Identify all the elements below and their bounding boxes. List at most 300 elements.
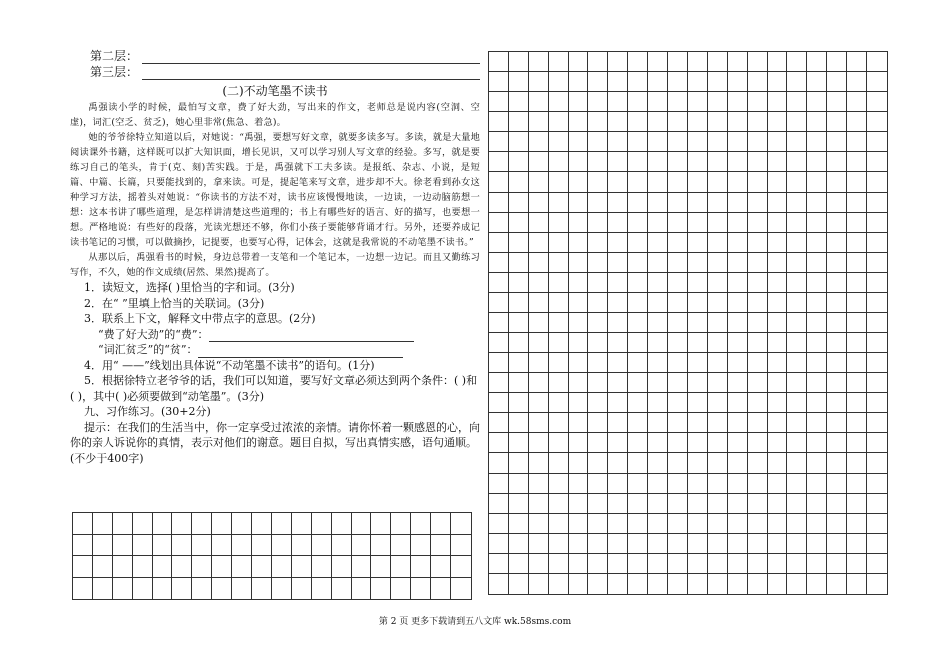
grid-cell[interactable] [212, 578, 232, 600]
grid-cell[interactable] [628, 193, 648, 213]
grid-cell[interactable] [292, 578, 312, 600]
answer-line[interactable] [209, 329, 414, 342]
grid-cell[interactable] [787, 373, 807, 393]
grid-cell[interactable] [807, 273, 827, 293]
grid-cell[interactable] [192, 556, 212, 578]
grid-cell[interactable] [708, 353, 728, 373]
grid-cell[interactable] [748, 313, 768, 333]
grid-cell[interactable] [847, 193, 867, 213]
grid-cell[interactable] [232, 578, 252, 600]
grid-cell[interactable] [768, 172, 788, 192]
grid-cell[interactable] [628, 253, 648, 273]
grid-cell[interactable] [827, 474, 847, 494]
grid-cell[interactable] [509, 293, 529, 313]
grid-cell[interactable] [728, 353, 748, 373]
grid-cell[interactable] [648, 72, 668, 92]
grid-cell[interactable] [509, 574, 529, 594]
grid-cell[interactable] [569, 393, 589, 413]
grid-cell[interactable] [509, 92, 529, 112]
grid-cell[interactable] [728, 514, 748, 534]
grid-cell[interactable] [569, 112, 589, 132]
grid-cell[interactable] [688, 233, 708, 253]
grid-cell[interactable] [569, 253, 589, 273]
grid-cell[interactable] [748, 233, 768, 253]
grid-cell[interactable] [352, 513, 372, 535]
grid-cell[interactable] [549, 514, 569, 534]
grid-cell[interactable] [608, 373, 628, 393]
grid-cell[interactable] [668, 172, 688, 192]
grid-cell[interactable] [588, 474, 608, 494]
grid-cell[interactable] [668, 313, 688, 333]
grid-cell[interactable] [489, 453, 509, 473]
grid-cell[interactable] [489, 333, 509, 353]
grid-cell[interactable] [807, 213, 827, 233]
grid-cell[interactable] [588, 72, 608, 92]
grid-cell[interactable] [628, 413, 648, 433]
grid-cell[interactable] [549, 393, 569, 413]
grid-cell[interactable] [588, 534, 608, 554]
grid-cell[interactable] [628, 474, 648, 494]
grid-cell[interactable] [668, 92, 688, 112]
grid-cell[interactable] [708, 92, 728, 112]
grid-cell[interactable] [748, 433, 768, 453]
grid-cell[interactable] [867, 193, 887, 213]
grid-cell[interactable] [768, 52, 788, 72]
grid-cell[interactable] [787, 554, 807, 574]
grid-cell[interactable] [748, 453, 768, 473]
grid-cell[interactable] [768, 92, 788, 112]
grid-cell[interactable] [728, 433, 748, 453]
grid-cell[interactable] [192, 513, 212, 535]
grid-cell[interactable] [529, 152, 549, 172]
grid-cell[interactable] [588, 433, 608, 453]
grid-cell[interactable] [827, 293, 847, 313]
grid-cell[interactable] [688, 534, 708, 554]
grid-cell[interactable] [688, 494, 708, 514]
grid-cell[interactable] [252, 513, 272, 535]
grid-cell[interactable] [807, 353, 827, 373]
grid-cell[interactable] [549, 313, 569, 333]
grid-cell[interactable] [748, 293, 768, 313]
grid-cell[interactable] [529, 273, 549, 293]
grid-cell[interactable] [628, 574, 648, 594]
grid-cell[interactable] [489, 213, 509, 233]
grid-cell[interactable] [668, 112, 688, 132]
grid-cell[interactable] [569, 574, 589, 594]
grid-cell[interactable] [807, 313, 827, 333]
grid-cell[interactable] [648, 152, 668, 172]
grid-cell[interactable] [509, 433, 529, 453]
grid-cell[interactable] [748, 92, 768, 112]
grid-cell[interactable] [688, 453, 708, 473]
grid-cell[interactable] [827, 193, 847, 213]
grid-cell[interactable] [708, 273, 728, 293]
grid-cell[interactable] [787, 353, 807, 373]
grid-cell[interactable] [529, 514, 549, 534]
grid-cell[interactable] [489, 373, 509, 393]
grid-cell[interactable] [648, 514, 668, 534]
grid-cell[interactable] [489, 433, 509, 453]
grid-cell[interactable] [489, 152, 509, 172]
grid-cell[interactable] [708, 393, 728, 413]
grid-cell[interactable] [768, 152, 788, 172]
grid-cell[interactable] [608, 72, 628, 92]
grid-cell[interactable] [688, 353, 708, 373]
grid-cell[interactable] [371, 513, 391, 535]
grid-cell[interactable] [847, 92, 867, 112]
grid-cell[interactable] [688, 574, 708, 594]
grid-cell[interactable] [748, 373, 768, 393]
grid-cell[interactable] [569, 554, 589, 574]
grid-cell[interactable] [172, 513, 192, 535]
grid-cell[interactable] [252, 556, 272, 578]
grid-cell[interactable] [608, 233, 628, 253]
grid-cell[interactable] [847, 233, 867, 253]
grid-cell[interactable] [312, 535, 332, 557]
grid-cell[interactable] [807, 112, 827, 132]
grid-cell[interactable] [628, 52, 648, 72]
grid-cell[interactable] [867, 72, 887, 92]
grid-cell[interactable] [588, 393, 608, 413]
grid-cell[interactable] [867, 514, 887, 534]
grid-cell[interactable] [549, 112, 569, 132]
grid-cell[interactable] [509, 152, 529, 172]
grid-cell[interactable] [728, 373, 748, 393]
grid-cell[interactable] [827, 152, 847, 172]
grid-cell[interactable] [708, 514, 728, 534]
grid-cell[interactable] [847, 293, 867, 313]
grid-cell[interactable] [847, 112, 867, 132]
grid-cell[interactable] [569, 233, 589, 253]
grid-cell[interactable] [529, 213, 549, 233]
grid-cell[interactable] [529, 293, 549, 313]
grid-cell[interactable] [648, 193, 668, 213]
grid-cell[interactable] [768, 233, 788, 253]
grid-cell[interactable] [807, 193, 827, 213]
grid-cell[interactable] [648, 333, 668, 353]
grid-cell[interactable] [451, 513, 471, 535]
grid-cell[interactable] [688, 413, 708, 433]
grid-cell[interactable] [509, 172, 529, 192]
grid-cell[interactable] [608, 514, 628, 534]
grid-cell[interactable] [708, 554, 728, 574]
grid-cell[interactable] [787, 233, 807, 253]
grid-cell[interactable] [529, 193, 549, 213]
grid-cell[interactable] [748, 152, 768, 172]
grid-cell[interactable] [529, 333, 549, 353]
grid-cell[interactable] [549, 132, 569, 152]
grid-cell[interactable] [73, 535, 93, 557]
grid-cell[interactable] [489, 132, 509, 152]
grid-cell[interactable] [549, 453, 569, 473]
grid-cell[interactable] [252, 535, 272, 557]
grid-cell[interactable] [509, 373, 529, 393]
grid-cell[interactable] [608, 494, 628, 514]
grid-cell[interactable] [827, 353, 847, 373]
grid-cell[interactable] [252, 578, 272, 600]
answer-line[interactable] [142, 52, 480, 64]
grid-cell[interactable] [847, 574, 867, 594]
grid-cell[interactable] [807, 453, 827, 473]
grid-cell[interactable] [648, 52, 668, 72]
grid-cell[interactable] [549, 293, 569, 313]
grid-cell[interactable] [608, 433, 628, 453]
grid-cell[interactable] [867, 574, 887, 594]
grid-cell[interactable] [569, 433, 589, 453]
grid-cell[interactable] [708, 72, 728, 92]
grid-cell[interactable] [569, 514, 589, 534]
grid-cell[interactable] [748, 253, 768, 273]
grid-cell[interactable] [847, 413, 867, 433]
grid-cell[interactable] [827, 373, 847, 393]
grid-cell[interactable] [847, 52, 867, 72]
grid-cell[interactable] [688, 554, 708, 574]
grid-cell[interactable] [787, 333, 807, 353]
grid-cell[interactable] [529, 554, 549, 574]
grid-cell[interactable] [411, 556, 431, 578]
grid-cell[interactable] [212, 513, 232, 535]
grid-cell[interactable] [628, 152, 648, 172]
grid-cell[interactable] [787, 112, 807, 132]
grid-cell[interactable] [549, 152, 569, 172]
grid-cell[interactable] [628, 112, 648, 132]
grid-cell[interactable] [608, 333, 628, 353]
grid-cell[interactable] [73, 556, 93, 578]
grid-cell[interactable] [451, 578, 471, 600]
grid-cell[interactable] [748, 554, 768, 574]
grid-cell[interactable] [588, 193, 608, 213]
grid-cell[interactable] [588, 554, 608, 574]
grid-cell[interactable] [807, 72, 827, 92]
grid-cell[interactable] [529, 233, 549, 253]
grid-cell[interactable] [569, 293, 589, 313]
grid-cell[interactable] [847, 514, 867, 534]
grid-cell[interactable] [708, 433, 728, 453]
grid-cell[interactable] [549, 253, 569, 273]
grid-cell[interactable] [708, 333, 728, 353]
grid-cell[interactable] [728, 172, 748, 192]
grid-cell[interactable] [728, 474, 748, 494]
grid-cell[interactable] [768, 132, 788, 152]
grid-cell[interactable] [688, 293, 708, 313]
grid-cell[interactable] [569, 132, 589, 152]
grid-cell[interactable] [509, 132, 529, 152]
grid-cell[interactable] [768, 514, 788, 534]
grid-cell[interactable] [807, 373, 827, 393]
grid-cell[interactable] [608, 313, 628, 333]
grid-cell[interactable] [509, 112, 529, 132]
grid-cell[interactable] [867, 554, 887, 574]
grid-cell[interactable] [431, 578, 451, 600]
grid-cell[interactable] [728, 213, 748, 233]
grid-cell[interactable] [489, 393, 509, 413]
grid-cell[interactable] [787, 293, 807, 313]
grid-cell[interactable] [529, 172, 549, 192]
grid-cell[interactable] [688, 393, 708, 413]
grid-cell[interactable] [728, 453, 748, 473]
grid-cell[interactable] [867, 253, 887, 273]
grid-cell[interactable] [867, 313, 887, 333]
grid-cell[interactable] [509, 474, 529, 494]
grid-cell[interactable] [489, 514, 509, 534]
grid-cell[interactable] [648, 213, 668, 233]
grid-cell[interactable] [748, 112, 768, 132]
grid-cell[interactable] [489, 253, 509, 273]
grid-cell[interactable] [628, 333, 648, 353]
grid-cell[interactable] [827, 554, 847, 574]
grid-cell[interactable] [212, 556, 232, 578]
grid-cell[interactable] [411, 513, 431, 535]
grid-cell[interactable] [867, 494, 887, 514]
grid-cell[interactable] [807, 494, 827, 514]
grid-cell[interactable] [292, 535, 312, 557]
grid-cell[interactable] [728, 333, 748, 353]
grid-cell[interactable] [787, 172, 807, 192]
grid-cell[interactable] [608, 534, 628, 554]
grid-cell[interactable] [807, 413, 827, 433]
grid-cell[interactable] [728, 253, 748, 273]
grid-cell[interactable] [648, 574, 668, 594]
grid-cell[interactable] [648, 353, 668, 373]
grid-cell[interactable] [489, 313, 509, 333]
grid-cell[interactable] [489, 413, 509, 433]
grid-cell[interactable] [668, 353, 688, 373]
grid-cell[interactable] [867, 132, 887, 152]
grid-cell[interactable] [847, 393, 867, 413]
grid-cell[interactable] [827, 132, 847, 152]
grid-cell[interactable] [489, 574, 509, 594]
grid-cell[interactable] [489, 554, 509, 574]
grid-cell[interactable] [847, 132, 867, 152]
grid-cell[interactable] [588, 453, 608, 473]
grid-cell[interactable] [648, 453, 668, 473]
grid-cell[interactable] [172, 535, 192, 557]
grid-cell[interactable] [569, 333, 589, 353]
grid-cell[interactable] [608, 213, 628, 233]
grid-cell[interactable] [827, 92, 847, 112]
grid-cell[interactable] [748, 474, 768, 494]
grid-cell[interactable] [807, 433, 827, 453]
grid-cell[interactable] [489, 353, 509, 373]
grid-cell[interactable] [847, 474, 867, 494]
writing-grid-large[interactable] [488, 51, 888, 595]
grid-cell[interactable] [509, 333, 529, 353]
grid-cell[interactable] [529, 453, 549, 473]
grid-cell[interactable] [768, 554, 788, 574]
grid-cell[interactable] [728, 413, 748, 433]
grid-cell[interactable] [489, 193, 509, 213]
grid-cell[interactable] [867, 453, 887, 473]
grid-cell[interactable] [588, 494, 608, 514]
grid-cell[interactable] [768, 333, 788, 353]
grid-cell[interactable] [748, 393, 768, 413]
grid-cell[interactable] [827, 514, 847, 534]
grid-cell[interactable] [549, 213, 569, 233]
grid-cell[interactable] [588, 273, 608, 293]
grid-cell[interactable] [489, 273, 509, 293]
grid-cell[interactable] [807, 534, 827, 554]
grid-cell[interactable] [529, 353, 549, 373]
grid-cell[interactable] [807, 333, 827, 353]
grid-cell[interactable] [708, 52, 728, 72]
grid-cell[interactable] [688, 152, 708, 172]
grid-cell[interactable] [708, 453, 728, 473]
grid-cell[interactable] [232, 556, 252, 578]
grid-cell[interactable] [807, 393, 827, 413]
grid-cell[interactable] [708, 112, 728, 132]
grid-cell[interactable] [827, 112, 847, 132]
grid-cell[interactable] [768, 293, 788, 313]
grid-cell[interactable] [847, 373, 867, 393]
grid-cell[interactable] [648, 534, 668, 554]
grid-cell[interactable] [768, 433, 788, 453]
grid-cell[interactable] [628, 132, 648, 152]
grid-cell[interactable] [352, 535, 372, 557]
grid-cell[interactable] [787, 514, 807, 534]
grid-cell[interactable] [529, 574, 549, 594]
grid-cell[interactable] [807, 293, 827, 313]
grid-cell[interactable] [588, 514, 608, 534]
grid-cell[interactable] [827, 253, 847, 273]
grid-cell[interactable] [668, 193, 688, 213]
grid-cell[interactable] [787, 474, 807, 494]
grid-cell[interactable] [728, 534, 748, 554]
grid-cell[interactable] [827, 413, 847, 433]
grid-cell[interactable] [312, 556, 332, 578]
grid-cell[interactable] [748, 494, 768, 514]
grid-cell[interactable] [411, 578, 431, 600]
grid-cell[interactable] [628, 233, 648, 253]
grid-cell[interactable] [768, 313, 788, 333]
grid-cell[interactable] [628, 313, 648, 333]
grid-cell[interactable] [588, 233, 608, 253]
grid-cell[interactable] [867, 293, 887, 313]
grid-cell[interactable] [827, 273, 847, 293]
grid-cell[interactable] [728, 494, 748, 514]
grid-cell[interactable] [549, 474, 569, 494]
grid-cell[interactable] [529, 494, 549, 514]
grid-cell[interactable] [688, 253, 708, 273]
grid-cell[interactable] [509, 52, 529, 72]
grid-cell[interactable] [608, 52, 628, 72]
grid-cell[interactable] [827, 172, 847, 192]
grid-cell[interactable] [708, 373, 728, 393]
grid-cell[interactable] [668, 514, 688, 534]
grid-cell[interactable] [688, 373, 708, 393]
grid-cell[interactable] [489, 293, 509, 313]
grid-cell[interactable] [787, 273, 807, 293]
grid-cell[interactable] [569, 152, 589, 172]
grid-cell[interactable] [509, 313, 529, 333]
grid-cell[interactable] [748, 193, 768, 213]
grid-cell[interactable] [787, 253, 807, 273]
grid-cell[interactable] [608, 474, 628, 494]
grid-cell[interactable] [668, 213, 688, 233]
grid-cell[interactable] [549, 233, 569, 253]
grid-cell[interactable] [569, 273, 589, 293]
grid-cell[interactable] [608, 253, 628, 273]
grid-cell[interactable] [172, 556, 192, 578]
grid-cell[interactable] [312, 578, 332, 600]
grid-cell[interactable] [192, 578, 212, 600]
grid-cell[interactable] [867, 413, 887, 433]
grid-cell[interactable] [708, 474, 728, 494]
grid-cell[interactable] [708, 172, 728, 192]
grid-cell[interactable] [748, 534, 768, 554]
grid-cell[interactable] [688, 333, 708, 353]
grid-cell[interactable] [509, 213, 529, 233]
grid-cell[interactable] [569, 72, 589, 92]
